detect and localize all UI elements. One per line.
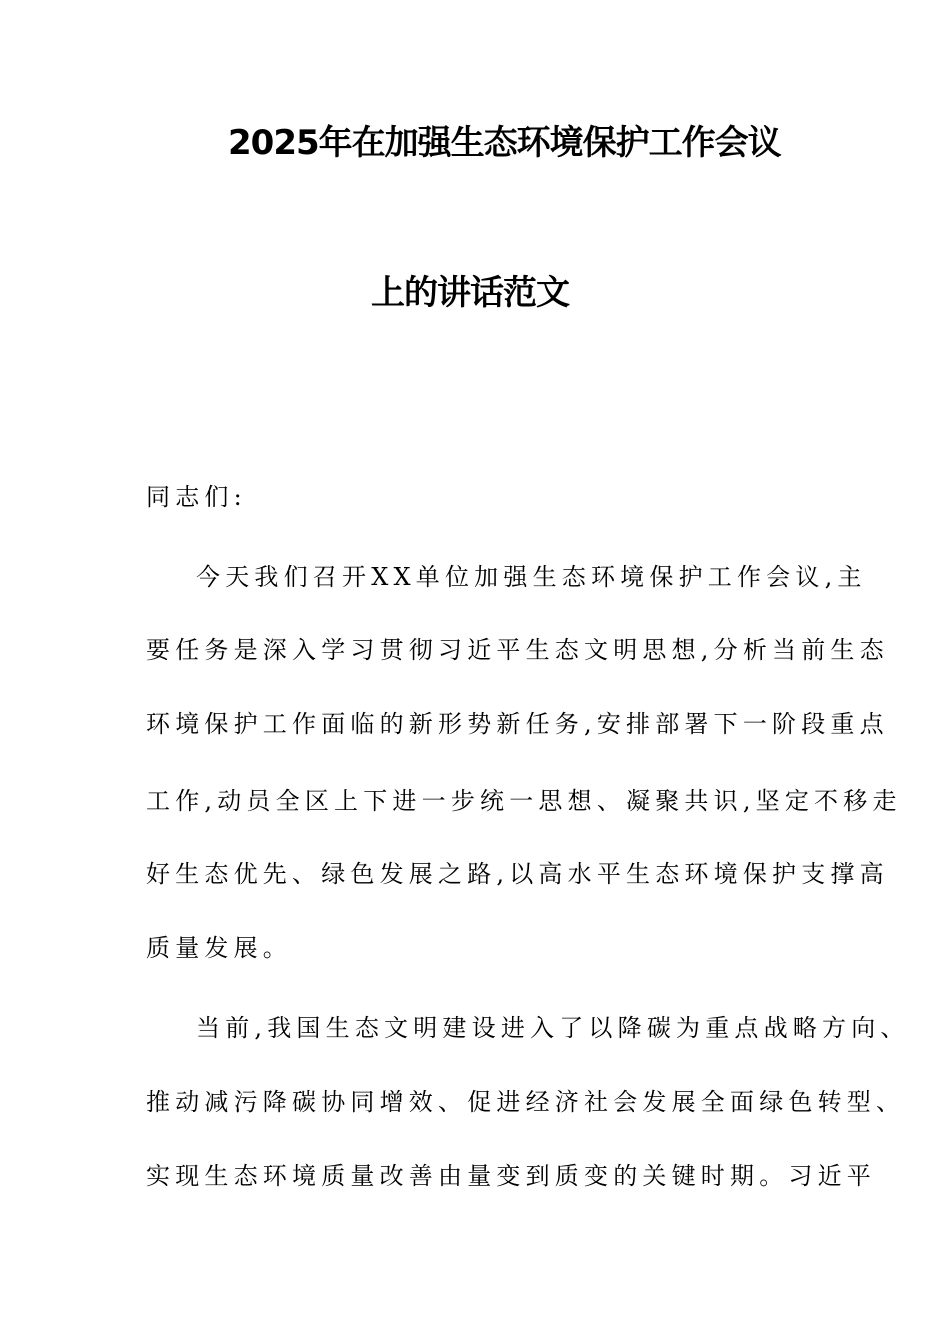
document-title-line-2: 上的讲话范文 bbox=[371, 273, 569, 313]
salutation: 同志们: bbox=[146, 483, 247, 511]
paragraph-1-line-2: 要任务是深入学习贯彻习近平生态文明思想,分析当前生态 bbox=[146, 636, 889, 664]
paragraph-2-line-2: 推动减污降碳协同增效、促进经济社会发展全面绿色转型、 bbox=[146, 1088, 906, 1116]
paragraph-1-line-3: 环境保护工作面临的新形势新任务,安排部署下一阶段重点 bbox=[146, 710, 889, 738]
paragraph-1-line-4: 工作,动员全区上下进一步统一思想、凝聚共识,坚定不移走 bbox=[146, 787, 902, 815]
paragraph-2-line-1: 当前,我国生态文明建设进入了以降碳为重点战略方向、 bbox=[196, 1014, 910, 1042]
paragraph-1-line-6: 质量发展。 bbox=[146, 934, 292, 962]
paragraph-2-line-3: 实现生态环境质量改善由量变到质变的关键时期。习近平 bbox=[146, 1162, 876, 1190]
paragraph-1-line-5: 好生态优先、绿色发展之路,以高水平生态环境保护支撑高 bbox=[146, 860, 889, 888]
document-title-line-1: 2025年在加强生态环境保护工作会议 bbox=[228, 123, 781, 163]
paragraph-1-line-1: 今天我们召开XX单位加强生态环境保护工作会议,主 bbox=[196, 563, 867, 591]
